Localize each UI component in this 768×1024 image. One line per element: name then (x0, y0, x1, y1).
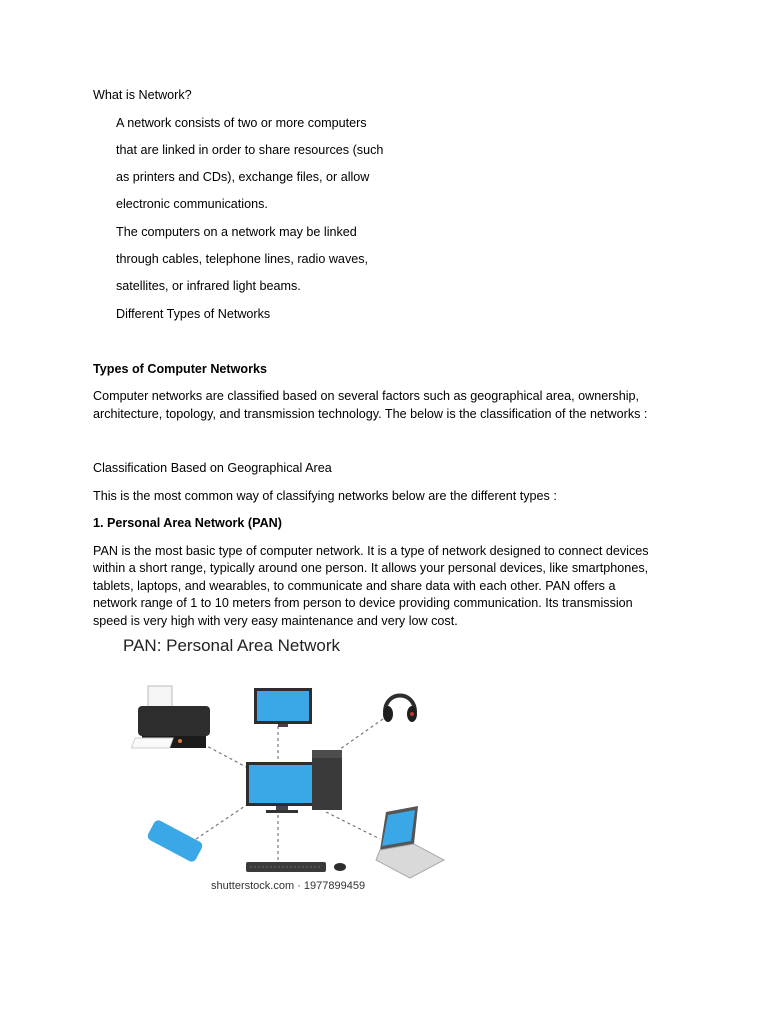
heading-pan: 1. Personal Area Network (PAN) (93, 516, 282, 530)
desktop-computer-icon (246, 750, 342, 813)
heading-types-of-networks: Types of Computer Networks (93, 362, 268, 376)
printer-icon (132, 686, 210, 748)
keyboard-mouse-icon (246, 862, 346, 872)
pan-diagram-figure (118, 634, 458, 900)
monitor-icon (254, 688, 312, 727)
figure-credit: shutterstock.com · 1977899459 (211, 880, 366, 892)
intro-line: through cables, telephone lines, radio waves, (116, 252, 369, 266)
laptop-icon (376, 806, 444, 878)
classification-paragraph: This is the most common way of classifying networks below are the different types : (93, 489, 557, 503)
heading-what-is-network: What is Network? (93, 88, 192, 102)
pan-paragraph-line: tablets, laptops, and wearables, to communicate and share data with each other. PAN offers a (93, 579, 616, 593)
smartphone-icon (146, 819, 204, 864)
types-paragraph-line: Computer networks are classified based on several factors such as geographical area, ownership, (93, 389, 640, 403)
pan-paragraph-line: within a short range, typically around one person. It allows your personal devices, like smartphones, (93, 561, 649, 575)
pan-diagram (118, 634, 458, 900)
intro-line: Different Types of Networks (116, 307, 271, 321)
figure-title: PAN: Personal Area Network (123, 636, 340, 655)
intro-line: that are linked in order to share resources (such (116, 143, 384, 157)
types-paragraph-line: architecture, topology, and transmission technology. The below is the classification of the networks : (93, 407, 648, 421)
intro-line: The computers on a network may be linked (116, 225, 357, 239)
pan-paragraph-line: speed is very high with very easy maintenance and very low cost. (93, 614, 458, 628)
headphones-icon (383, 696, 417, 723)
pan-paragraph-line: network range of 1 to 10 meters from person to device providing communication. Its transmission (93, 596, 633, 610)
intro-line: electronic communications. (116, 197, 268, 211)
intro-line: satellites, or infrared light beams. (116, 279, 301, 293)
intro-line: A network consists of two or more computers (116, 116, 367, 130)
pan-paragraph-line: PAN is the most basic type of computer network. It is a type of network designed to connect devices (93, 544, 649, 558)
intro-line: as printers and CDs), exchange files, or allow (116, 170, 370, 184)
heading-classification: Classification Based on Geographical Area (93, 461, 332, 475)
